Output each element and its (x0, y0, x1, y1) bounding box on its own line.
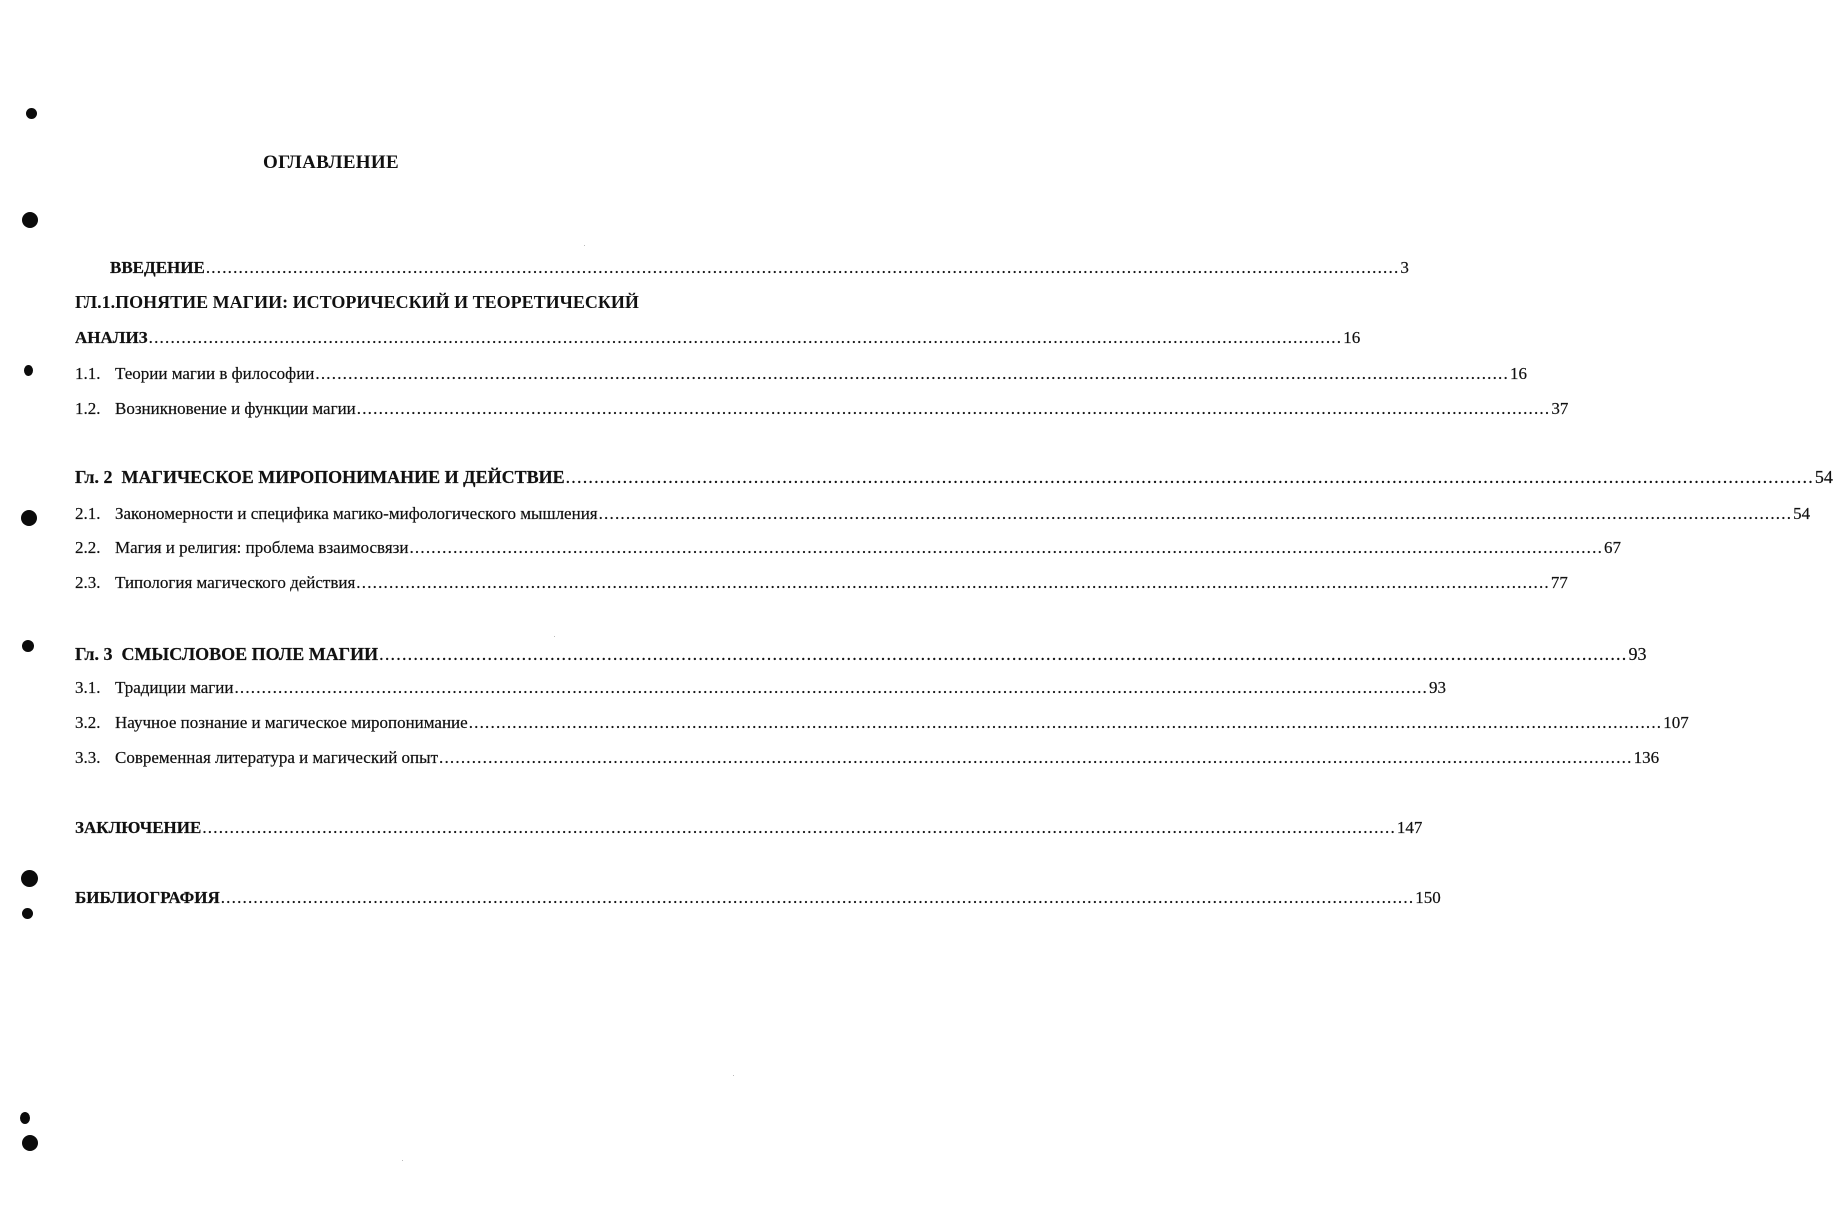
toc-section-title: Типология магического действия (115, 573, 356, 592)
toc-label (75, 643, 378, 665)
toc-entry-2-2 (75, 537, 1622, 559)
toc-page-number: 93 (1429, 678, 1446, 697)
toc-page-number: 77 (1550, 573, 1568, 592)
toc-entry-chapter-2 (75, 466, 1833, 488)
toc-label (75, 398, 356, 420)
toc-section-number: 3.2. (75, 713, 101, 732)
binder-hole-1 (26, 108, 37, 119)
toc-section-title: Научное познание и магическое миропонимание (115, 713, 468, 732)
dot-leader: ........................................................................................................................................................................................................................... (356, 573, 1550, 592)
toc-page-number: 16 (1509, 364, 1527, 383)
dot-leader: ........................................................................................................................................................................................................................... (356, 399, 1551, 418)
toc-entry-3-1 (75, 677, 1446, 699)
toc-label (75, 363, 314, 385)
toc-entry-2-3 (75, 572, 1568, 594)
toc-page-number: 107 (1663, 713, 1689, 732)
toc-chapter-prefix: Гл. 2 (75, 467, 113, 487)
toc-page-number: 54 (1793, 504, 1811, 523)
scan-speck (733, 1075, 734, 1076)
dot-leader: ........................................................................................................................................................................................................................... (202, 818, 1396, 837)
toc-label: ЗАКЛЮЧЕНИЕ (75, 818, 202, 837)
dot-leader: ........................................................................................................................................................................................................................... (315, 364, 1509, 383)
toc-section-title: Магия и религия: проблема взаимосвязи (115, 538, 409, 557)
toc-label (75, 503, 598, 525)
dot-leader: ........................................................................................................................................................................................................................... (565, 467, 1814, 487)
toc-entry-1-1 (75, 363, 1527, 385)
binder-hole-9 (22, 1135, 38, 1151)
toc-label: АНАЛИЗ (75, 328, 148, 347)
page-title: ОГЛАВЛЕНИЕ (263, 152, 399, 173)
toc-section-title: Закономерности и специфика магико-мифологического мышления (115, 504, 598, 523)
dot-leader: ........................................................................................................................................................................................................................... (409, 538, 1604, 557)
toc-label (75, 747, 438, 769)
binder-hole-8 (20, 1112, 30, 1124)
binder-hole-6 (21, 870, 38, 887)
toc-section-number: 2.1. (75, 504, 101, 523)
dot-leader: ........................................................................................................................................................................................................................... (234, 678, 1428, 697)
toc-page-number: 67 (1604, 538, 1622, 557)
toc-entry-chapter-1 (75, 327, 1361, 349)
dot-leader: ........................................................................................................................................................................................................................... (148, 328, 1343, 347)
toc-section-title: Возникновение и функции магии (115, 399, 356, 418)
toc-page-number: 93 (1628, 644, 1647, 664)
toc-label: ВВЕДЕНИЕ (110, 258, 205, 277)
binder-hole-5 (22, 640, 34, 652)
binder-hole-2 (22, 212, 38, 228)
toc-section-number: 2.2. (75, 538, 101, 557)
dot-leader: ........................................................................................................................................................................................................................... (220, 888, 1415, 907)
toc-label (75, 677, 233, 699)
dot-leader: ........................................................................................................................................................................................................................... (439, 748, 1633, 767)
toc-section-number: 1.2. (75, 399, 101, 418)
dot-leader: ........................................................................................................................................................................................................................... (205, 258, 1400, 277)
toc-chapter-title: СМЫСЛОВОЕ ПОЛЕ МАГИИ (121, 644, 379, 664)
scan-speck (554, 636, 555, 637)
toc-entry-intro (110, 257, 1409, 279)
toc-label (75, 572, 355, 594)
binder-hole-4 (21, 510, 37, 526)
toc-page-number: 150 (1415, 888, 1441, 907)
toc-entry-conclusion (75, 817, 1423, 839)
scan-speck (584, 245, 585, 246)
toc-label (75, 537, 408, 559)
toc-section-number: 1.1. (75, 364, 101, 383)
toc-page-number: 136 (1633, 748, 1660, 767)
toc-chapter-1-title: ГЛ.1.ПОНЯТИЕ МАГИИ: ИСТОРИЧЕСКИЙ И ТЕОРЕТИЧЕСКИЙ (75, 292, 639, 312)
binder-hole-3 (24, 365, 33, 376)
toc-section-title: Традиции магии (115, 678, 234, 697)
toc-entry-1-2 (75, 398, 1569, 420)
scan-speck (402, 1160, 403, 1161)
dot-leader: ........................................................................................................................................................................................................................... (379, 644, 1628, 664)
toc-entry-bibliography (75, 887, 1441, 909)
toc-page-number: 147 (1396, 818, 1423, 837)
toc-section-number: 3.1. (75, 678, 101, 697)
toc-label: БИБЛИОГРАФИЯ (75, 888, 220, 907)
toc-entry-3-2 (75, 712, 1689, 734)
toc-entry-2-1 (75, 503, 1811, 525)
toc-section-title: Современная литература и магический опыт (115, 748, 439, 767)
binder-hole-7 (22, 908, 33, 919)
toc-label (75, 466, 565, 488)
dot-leader: ........................................................................................................................................................................................................................... (468, 713, 1663, 732)
toc-page-number: 54 (1814, 467, 1833, 487)
toc-page-number: 37 (1551, 399, 1569, 418)
toc-label (75, 712, 468, 734)
toc-section-number: 3.3. (75, 748, 101, 767)
toc-page-number: 3 (1400, 258, 1409, 277)
toc-section-number: 2.3. (75, 573, 101, 592)
toc-entry-3-3 (75, 747, 1660, 769)
toc-chapter-title: МАГИЧЕСКОЕ МИРОПОНИМАНИЕ И ДЕЙСТВИЕ (121, 467, 565, 487)
toc-section-title: Теории магии в философии (115, 364, 315, 383)
toc-page-number: 16 (1343, 328, 1361, 347)
toc-entry-chapter-3 (75, 643, 1647, 665)
dot-leader: ........................................................................................................................................................................................................................... (598, 504, 1793, 523)
toc-chapter-prefix: Гл. 3 (75, 644, 113, 664)
